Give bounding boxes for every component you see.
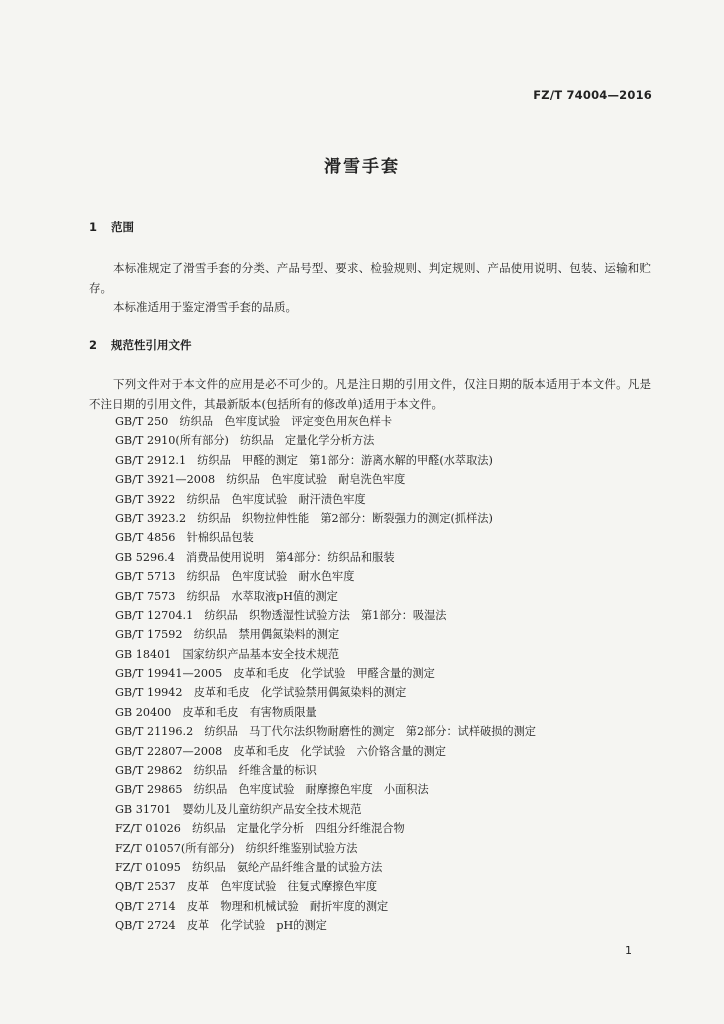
- reference-item: GB/T 17592 纺织品 禁用偶氮染料的测定: [115, 628, 340, 642]
- reference-item: GB/T 7573 纺织品 水萃取液pH值的测定: [115, 589, 338, 603]
- reference-item: GB/T 29862 纺织品 纤维含量的标识: [115, 764, 317, 778]
- reference-item: GB/T 29865 纺织品 色牢度试验 耐摩擦色牢度 小面积法: [115, 783, 429, 797]
- standard-code: FZ/T 74004—2016: [533, 88, 652, 102]
- reference-item: FZ/T 01095 纺织品 氨纶产品纤维含量的试验方法: [115, 860, 383, 874]
- section-2-heading: [89, 337, 192, 353]
- reference-item: GB/T 22807—2008 皮革和毛皮 化学试验 六价铬含量的测定: [115, 744, 446, 758]
- reference-item: GB 31701 婴幼儿及儿童纺织产品安全技术规范: [115, 802, 362, 816]
- reference-item: GB/T 5713 纺织品 色牢度试验 耐水色牢度: [115, 570, 355, 584]
- section-2-number: 2: [89, 338, 98, 352]
- reference-item: GB/T 3921—2008 纺织品 色牢度试验 耐皂洗色牢度: [115, 473, 406, 487]
- reference-item: GB/T 4856 针棉织品包装: [115, 531, 254, 545]
- document-title: 滑雪手套: [324, 157, 400, 177]
- reference-item: GB/T 250 纺织品 色牢度试验 评定变色用灰色样卡: [115, 415, 393, 428]
- section-2-title: 规范性引用文件: [111, 338, 192, 352]
- scope-paragraph-2: 本标准适用于鉴定滑雪手套的品质。: [113, 300, 297, 314]
- reference-item: GB/T 2912.1 纺织品 甲醛的测定 第1部分：游离水解的甲醛(水萃取法): [115, 453, 493, 467]
- section-1-heading: [89, 219, 134, 235]
- reference-list: [115, 412, 536, 936]
- section-1-number: 1: [89, 220, 98, 234]
- reference-item: FZ/T 01026 纺织品 定量化学分析 四组分纤维混合物: [115, 822, 405, 836]
- reference-item: GB/T 19941—2005 皮革和毛皮 化学试验 甲醛含量的测定: [115, 667, 435, 681]
- normative-references-intro: 下列文件对于本文件的应用是必不可少的。凡是注日期的引用文件，仅注日期的版本适用于本文件。凡是不注日期的引用文件，其最新版本(包括所有的修改单)适用于本文件。: [89, 377, 651, 411]
- reference-item: QB/T 2537 皮革 色牢度试验 往复式摩擦色牢度: [115, 880, 378, 894]
- scope-paragraph-1: 本标准规定了滑雪手套的分类、产品号型、要求、检验规则、判定规则、产品使用说明、包装、运输和贮存。: [89, 261, 651, 295]
- reference-item: GB/T 12704.1 纺织品 织物透湿性试验方法 第1部分：吸湿法: [115, 608, 447, 622]
- reference-item: GB/T 19942 皮革和毛皮 化学试验禁用偶氮染料的测定: [115, 686, 407, 700]
- reference-item: GB/T 21196.2 纺织品 马丁代尔法织物耐磨性的测定 第2部分：试样破损的测定: [115, 725, 536, 739]
- reference-item: FZ/T 01057(所有部分) 纺织纤维鉴别试验方法: [115, 841, 358, 855]
- reference-item: QB/T 2724 皮革 化学试验 pH的测定: [115, 919, 327, 933]
- reference-item: GB/T 3922 纺织品 色牢度试验 耐汗渍色牢度: [115, 492, 366, 506]
- reference-item: GB 20400 皮革和毛皮 有害物质限量: [115, 705, 317, 719]
- page-number: 1: [625, 944, 632, 957]
- reference-item: GB/T 2910(所有部分) 纺织品 定量化学分析方法: [115, 434, 375, 448]
- reference-item: QB/T 2714 皮革 物理和机械试验 耐折牢度的测定: [115, 899, 389, 913]
- reference-item: GB/T 3923.2 纺织品 织物拉伸性能 第2部分：断裂强力的测定(抓样法): [115, 511, 493, 525]
- reference-item: GB 5296.4 消费品使用说明 第4部分：纺织品和服装: [115, 550, 395, 564]
- section-1-title: 范围: [111, 220, 134, 234]
- reference-item: GB 18401 国家纺织产品基本安全技术规范: [115, 647, 340, 661]
